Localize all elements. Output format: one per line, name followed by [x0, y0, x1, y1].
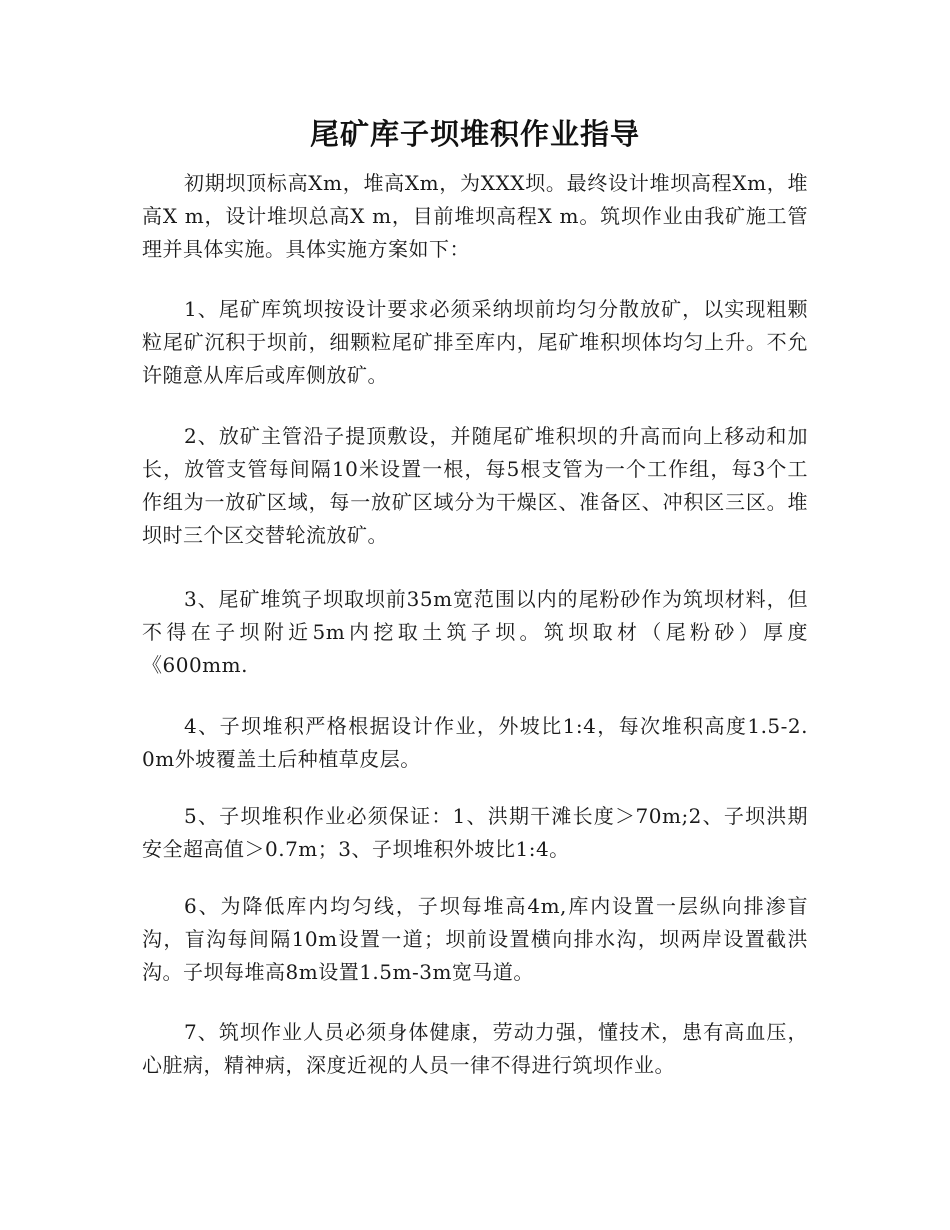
paragraph-3: 3、尾矿堆筑子坝取坝前35m宽范围以内的尾粉砂作为筑坝材料，但不得在子坝附近5m内挖取土筑子坝。筑坝取材（尾粉砂）厚度《600mm. — [142, 587, 808, 677]
intro-paragraph: 初期坝顶标高Xm，堆高Xm，为XXX坝。最终设计堆坝高程Xm，堆高X m，设计堆坝总高X m，目前堆坝高程X m。筑坝作业由我矿施工管理并具体实施。具体实施方案如下： — [142, 171, 808, 261]
paragraph-4: 4、子坝堆积严格根据设计作业，外坡比1:4，每次堆积高度1.5-2. 0m外坡覆盖土后种植草皮层。 — [142, 714, 808, 771]
paragraph-7: 7、筑坝作业人员必须身体健康，劳动力强，懂技术，患有高血压，心脏病，精神病，深度近视的人员一律不得进行筑坝作业。 — [142, 1020, 808, 1077]
paragraph-6: 6、为降低库内均匀线，子坝每堆高4m,库内设置一层纵向排渗盲沟，盲沟每间隔10m设置一道；坝前设置横向排水沟，坝两岸设置截洪沟。子坝每堆高8m设置1.5m-3m宽马道。 — [142, 894, 808, 984]
paragraph-5: 5、子坝堆积作业必须保证：1、洪期干滩长度＞70m;2、子坝洪期安全超高值＞0.7m；3、子坝堆积外坡比1:4。 — [142, 804, 808, 861]
paragraph-1: 1、尾矿库筑坝按设计要求必须采纳坝前均匀分散放矿，以实现粗颗粒尾矿沉积于坝前，细颗粒尾矿排至库内，尾矿堆积坝体均匀上升。不允许随意从库后或库侧放矿。 — [142, 297, 808, 387]
paragraph-2: 2、放矿主管沿子提顶敷设，并随尾矿堆积坝的升高而向上移动和加长，放管支管每间隔10米设置一根，每5根支管为一个工作组，每3个工作组为一放矿区域，每一放矿区域分为干燥区、准备区、冲积区三区。堆坝时三个区交替轮流放矿。 — [142, 424, 808, 547]
document-title: 尾矿库子坝堆积作业指导 — [309, 117, 640, 151]
